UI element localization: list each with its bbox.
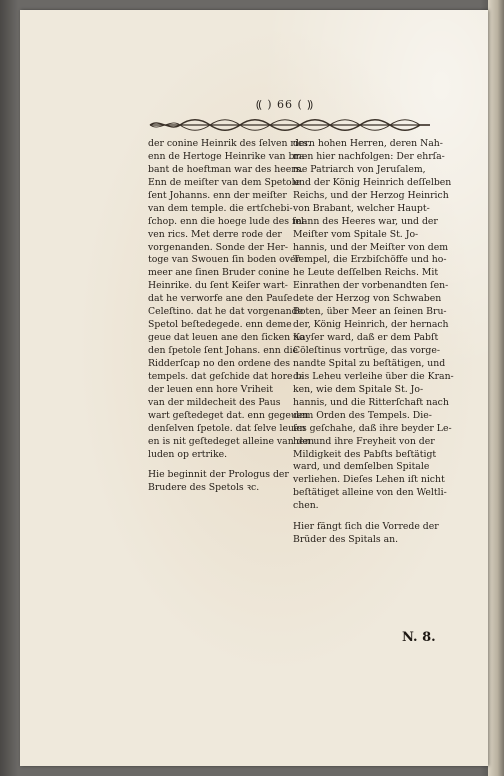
- book-spine: [488, 0, 504, 776]
- text-line: chen.: [293, 500, 319, 512]
- text-line: Meiſter vom Spitale St. Jo-: [293, 228, 419, 240]
- text-line: Spetol beſtedegede. enn deme: [148, 319, 292, 331]
- text-line: ſchop. enn die hoege lude des ſel-: [148, 215, 308, 227]
- text-line: Kayſer ward, daß er dem Pabſt: [293, 332, 439, 344]
- text-line: Enn de meiſter van dem Spetole: [148, 176, 301, 188]
- right-column-high-german: [293, 138, 454, 547]
- text-line: bant de hoeftman war des heers.: [148, 163, 304, 175]
- text-line: ſes geſchahe, daß ihre beyder Le-: [293, 422, 452, 434]
- text-line: hen und ihre Freyheit von der: [293, 435, 435, 447]
- text-line: hannis, und der Meiſter von dem: [293, 241, 449, 253]
- text-line: verliehen. Dieſes Lehen iſt nicht: [293, 474, 445, 486]
- text-line: me Patriarch von Jeruſalem,: [293, 163, 426, 175]
- text-line: toge van Swouen ſin boden over: [148, 254, 300, 266]
- text-line: enn de Hertoge Heinrike van bra-: [148, 150, 308, 162]
- text-line: Einrathen der vorbenandten ſen-: [293, 280, 449, 292]
- text-line: Tempel, die Erzbiſchöffe und ho-: [293, 254, 447, 266]
- text-line: der, König Heinrich, der hernach: [293, 319, 449, 331]
- text-line: der conine Heinrik des ſelven rics.: [148, 138, 311, 149]
- text-line: Cöleſtinus vortrüge, das vorge-: [293, 345, 440, 356]
- text-line: Mildigkeit des Pabſts beſtätigt: [293, 448, 437, 460]
- text-line: ven rics. Met derre rode der: [148, 228, 282, 240]
- text-line: hannis, und die Ritterſchaft nach: [293, 396, 449, 408]
- text-line: Celeſtino. dat he dat vorgenande: [148, 306, 304, 318]
- heading-line: Brudere des Spetols ꝛc.: [148, 482, 260, 494]
- prologue-heading-high-german: [293, 521, 439, 547]
- text-line: das Leheu verleihe über die Kran-: [293, 370, 454, 382]
- text-line: he Leute deſſelben Reichs. Mit: [293, 267, 439, 279]
- text-line: nandte Spital zu beſtätigen, und: [293, 357, 446, 369]
- text-line: Reichs, und der Herzog Heinrich: [293, 189, 449, 201]
- prologue-heading-low-german: [148, 469, 288, 495]
- signature-mark: N. 8.: [402, 630, 436, 645]
- text-line: beſtätiget alleine von den Weltli-: [293, 487, 447, 499]
- text-line: denſelven ſpetole. dat ſelve leuen: [148, 422, 306, 434]
- text-line: luden op ertrike.: [148, 448, 228, 460]
- page-number: ⸨ ) 66 ( ⸩: [256, 98, 314, 111]
- ornamental-rule: [148, 118, 432, 132]
- text-line: vorgenanden. Sonde der Her-: [148, 241, 289, 253]
- text-line: van dem temple. die ertſchebi-: [148, 202, 293, 214]
- text-line: Ridderſcap no den ordene des: [148, 357, 291, 369]
- text-line: ward, und demſelben Spitale: [293, 461, 430, 473]
- left-column-low-german: [148, 138, 315, 495]
- heading-line: Brüder des Spitals an.: [293, 534, 399, 546]
- text-line: von Brabant, welcher Haupt-: [293, 202, 430, 214]
- text-line: dem Orden des Tempels. Die-: [293, 409, 432, 421]
- text-line: mann des Heeres war, und der: [293, 215, 438, 227]
- text-line: en is nit geſtedeget alleine van den: [148, 435, 315, 447]
- text-line: wart geſtedeget dat. enn gegeuen: [148, 409, 309, 421]
- text-line: ſent Johanns. enn der meiſter: [148, 189, 287, 201]
- text-line: den ſpetole ſent Johans. enn die: [148, 345, 299, 356]
- text-line: geue dat leuen ane den ſicken no: [148, 332, 305, 344]
- heading-line: Hier fängt ſich die Vorrede der: [293, 521, 439, 533]
- text-line: dat he verworfe ane den Pauſe: [148, 293, 293, 305]
- text-line: dern hohen Herren, deren Nah-: [293, 138, 443, 149]
- text-line: Boten, über Meer an ſeinen Bru-: [293, 306, 447, 318]
- text-line: tempels. dat geſchide dat hore bi: [148, 370, 305, 382]
- text-line: Heinrike. du ſent Keiſer wart-: [148, 280, 288, 292]
- text-line: men hier nachfolgen: Der ehrſa-: [293, 150, 445, 162]
- text-line: dete der Herzog von Schwaben: [293, 293, 442, 305]
- text-line: und der König Heinrich deſſelben: [293, 176, 452, 188]
- text-line: ken, wie dem Spitale St. Jo-: [293, 383, 424, 395]
- text-line: meer ane ſinen Bruder conine: [148, 267, 290, 279]
- text-line: der leuen enn hore Vriheit: [148, 383, 274, 395]
- text-line: van der mildecheit des Paus: [148, 396, 281, 408]
- heading-line: Hie beginnit der Prologus der: [148, 469, 289, 481]
